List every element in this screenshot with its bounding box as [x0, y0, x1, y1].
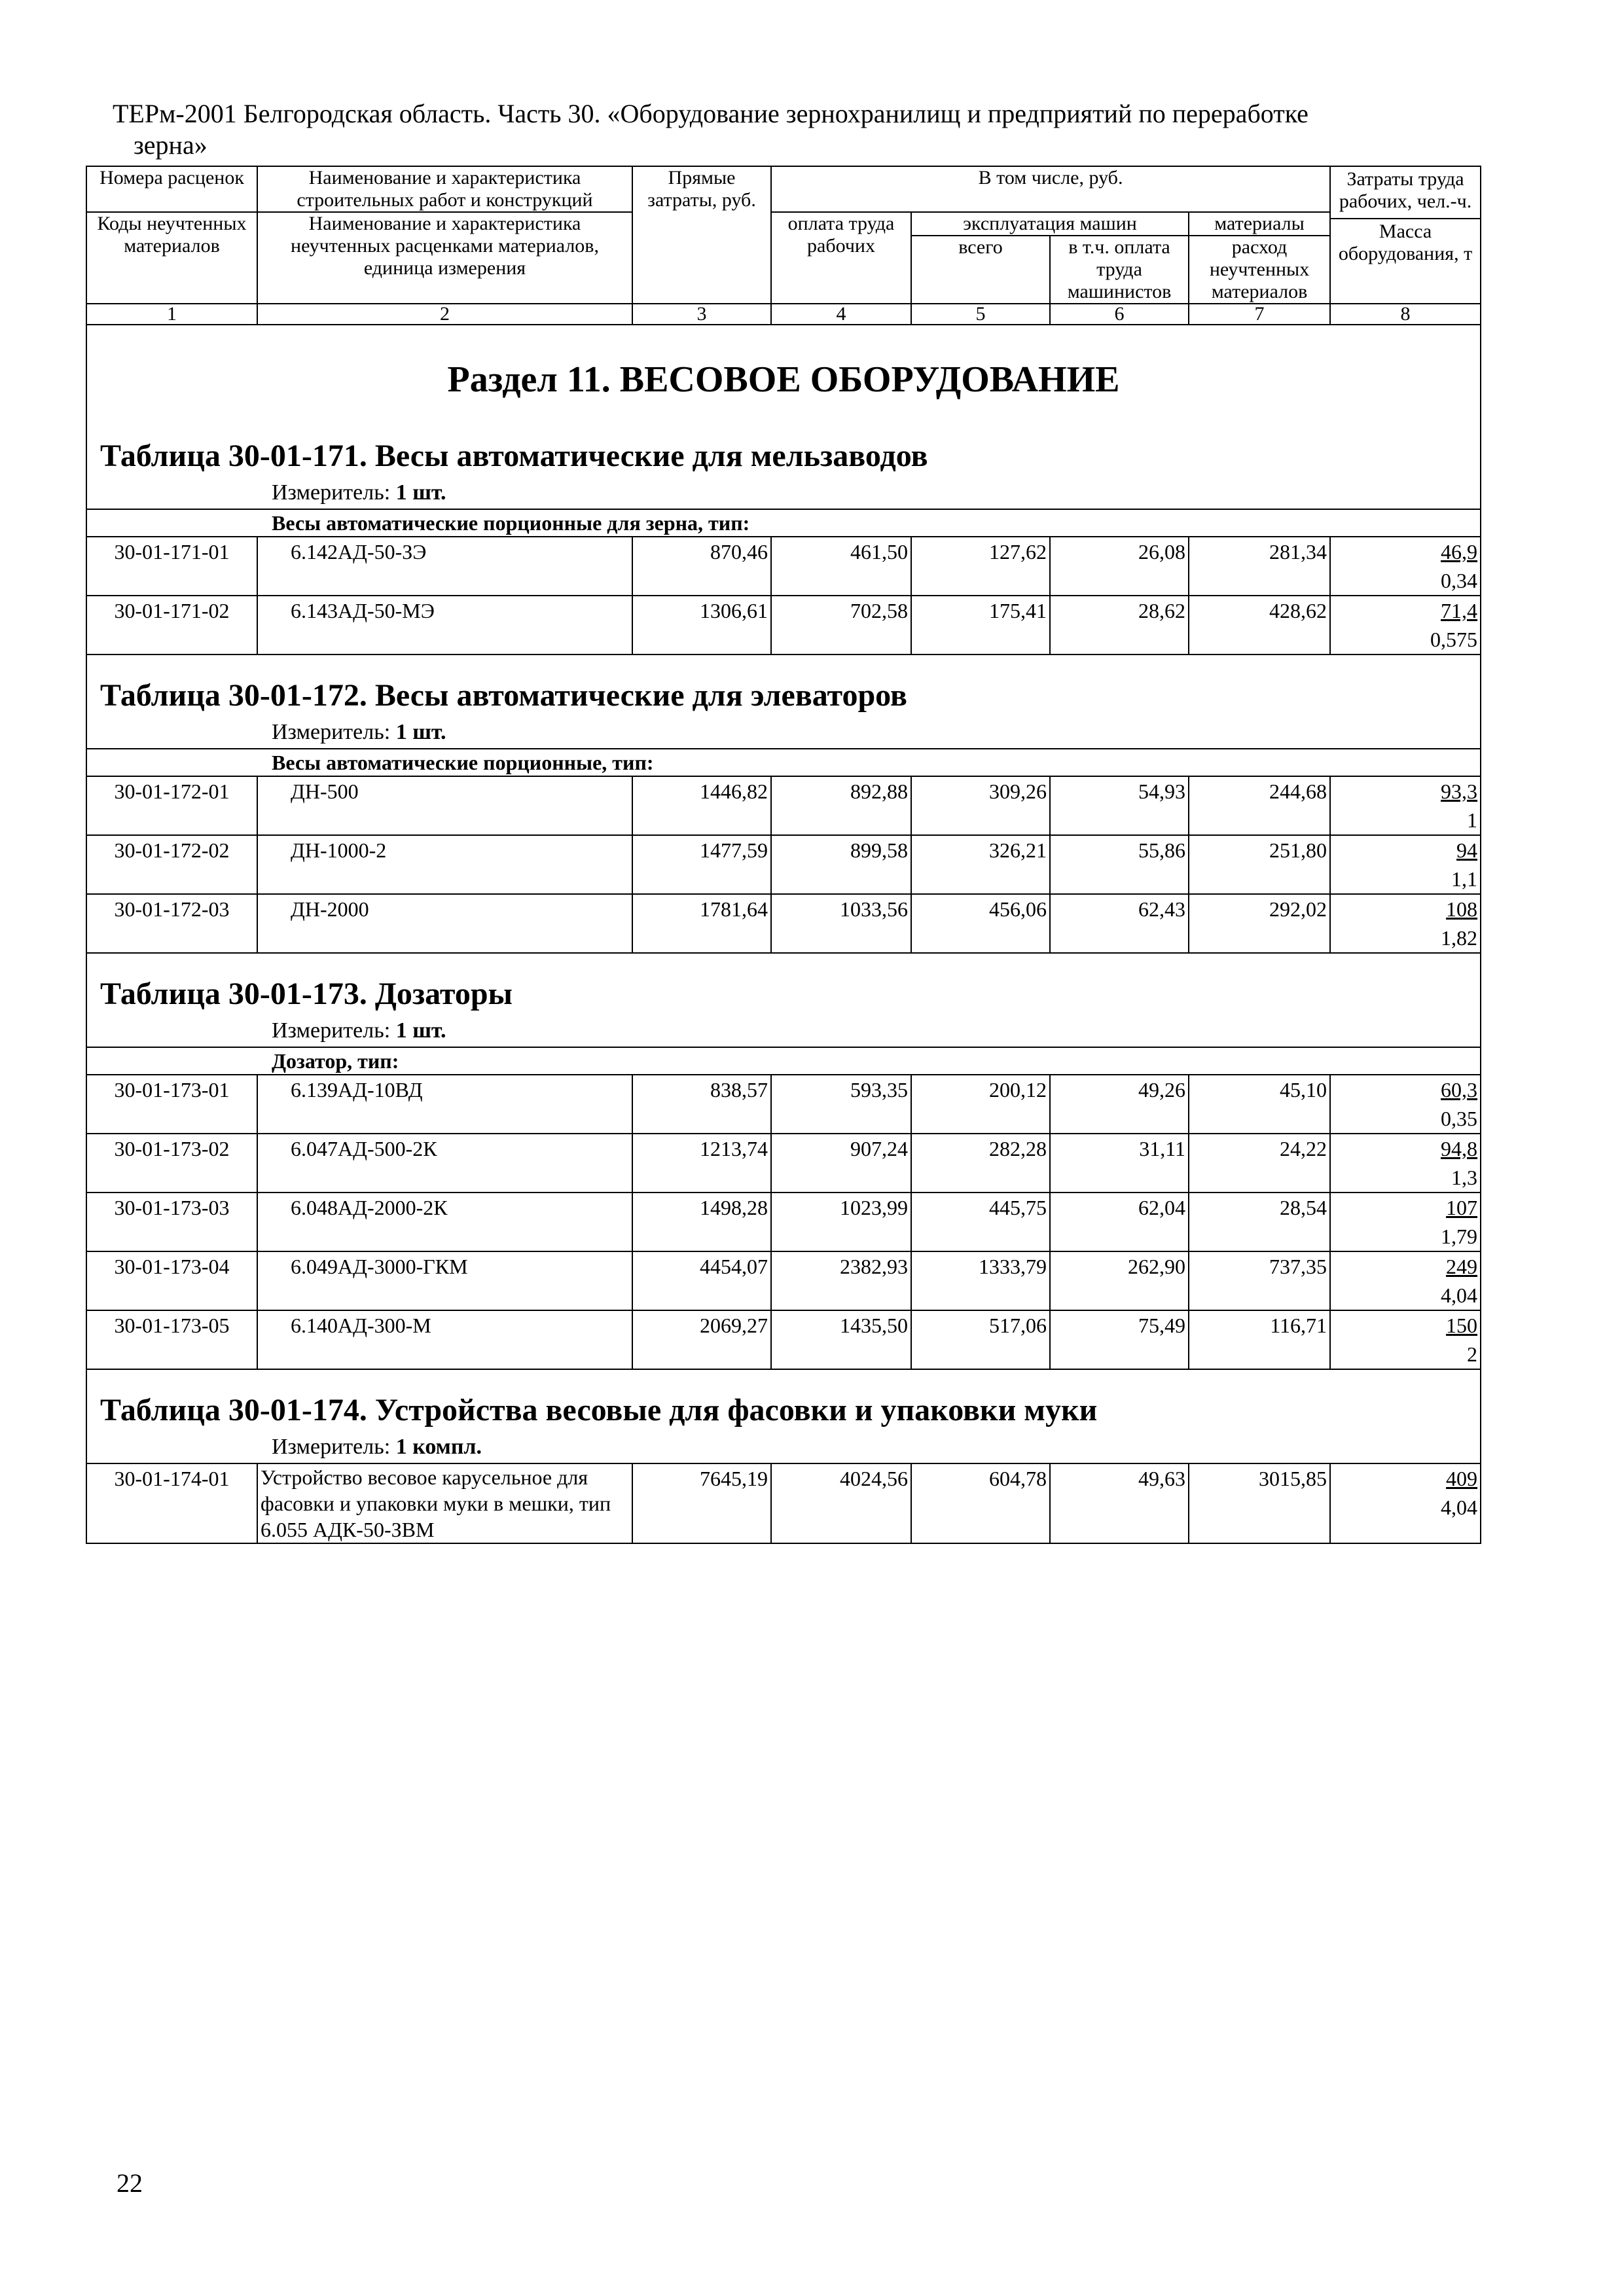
- machines-cost: 200,12: [911, 1075, 1050, 1134]
- direct-cost: 870,46: [632, 537, 771, 596]
- machines-cost: 456,06: [911, 894, 1050, 953]
- table-title: Таблица 30-01-173. Дозаторы: [100, 977, 513, 1011]
- materials-cost: 737,35: [1189, 1251, 1330, 1310]
- labor-hours: 93,3: [1441, 780, 1478, 803]
- section-title: Раздел 11. ВЕСОВОЕ ОБОРУДОВАНИЕ: [447, 359, 1120, 400]
- rate-code: 30-01-172-01: [86, 776, 257, 835]
- materials-cost: 244,68: [1189, 776, 1330, 835]
- machines-cost: 445,75: [911, 1193, 1050, 1251]
- rate-code: 30-01-171-01: [86, 537, 257, 596]
- col-number: 7: [1189, 304, 1330, 325]
- rate-code: 30-01-174-01: [86, 1463, 257, 1543]
- rate-name: 6.140АД-300-М: [257, 1310, 632, 1369]
- rate-name: 6.048АД-2000-2К: [257, 1193, 632, 1251]
- table-row: [86, 1134, 1481, 1193]
- materials-header: материалы: [1189, 212, 1330, 236]
- group-heading: Весы автоматические порционные для зерна, тип:: [86, 509, 1481, 537]
- machines-cost: 282,28: [911, 1134, 1050, 1193]
- labor-hours: 71,4: [1441, 599, 1478, 622]
- unit-value: 1 шт.: [395, 480, 446, 505]
- rate-code: 30-01-173-03: [86, 1193, 257, 1251]
- machines-cost: 326,21: [911, 835, 1050, 894]
- labor-cost: 1033,56: [771, 894, 911, 953]
- rate-name: ДН-2000: [257, 894, 632, 953]
- header-line-1: ТЕРм-2001 Белгородская область. Часть 30. «Оборудование зернохранилищ и предприятий по переработке: [113, 99, 1308, 128]
- col5-header: всего: [911, 236, 1050, 304]
- rate-code: 30-01-172-02: [86, 835, 257, 894]
- materials-cost: 3015,85: [1189, 1463, 1330, 1543]
- table-row: [86, 1251, 1481, 1310]
- col8-header-a: Затраты труда рабочих, чел.-ч.: [1339, 168, 1472, 212]
- col-number: 4: [771, 304, 911, 325]
- equipment-mass: 0,35: [1441, 1107, 1478, 1130]
- col-number: 1: [86, 304, 257, 325]
- table-row: [86, 1463, 1481, 1543]
- labor-hours: 94,8: [1441, 1137, 1478, 1160]
- labor-cost: 4024,56: [771, 1463, 911, 1543]
- operators-cost: 49,63: [1050, 1463, 1189, 1543]
- unit-label: Измеритель:: [272, 1435, 391, 1459]
- unit-label: Измеритель:: [272, 720, 391, 744]
- operators-cost: 75,49: [1050, 1310, 1189, 1369]
- table-header: [86, 166, 1481, 325]
- unit-line: [87, 1431, 1480, 1463]
- rate-name: 6.143АД-50-МЭ: [257, 596, 632, 655]
- operators-cost: 55,86: [1050, 835, 1189, 894]
- machines-cost: 1333,79: [911, 1251, 1050, 1310]
- equipment-mass: 1,82: [1441, 926, 1478, 950]
- direct-cost: 2069,27: [632, 1310, 771, 1369]
- rate-name: 6.047АД-500-2К: [257, 1134, 632, 1193]
- labor-cost: 593,35: [771, 1075, 911, 1134]
- labor-hours: 249: [1446, 1255, 1478, 1278]
- unit-value: 1 шт.: [395, 720, 446, 744]
- unit-value: 1 компл.: [395, 1435, 482, 1459]
- labor-mass-cell: [1330, 894, 1481, 953]
- labor-mass-cell: [1330, 1310, 1481, 1369]
- incl-header: В том числе, руб.: [771, 166, 1330, 212]
- machines-cost: 604,78: [911, 1463, 1050, 1543]
- rate-name: 6.139АД-10ВД: [257, 1075, 632, 1134]
- col-number: 5: [911, 304, 1050, 325]
- labor-cost: 2382,93: [771, 1251, 911, 1310]
- table-title: Таблица 30-01-171. Весы автоматические для мельзаводов: [100, 439, 928, 473]
- materials-cost: 45,10: [1189, 1075, 1330, 1134]
- labor-mass-cell: [1330, 1134, 1481, 1193]
- machines-cost: 309,26: [911, 776, 1050, 835]
- table-title: Таблица 30-01-172. Весы автоматические для элеваторов: [100, 678, 907, 713]
- materials-cost: 281,34: [1189, 537, 1330, 596]
- materials-cost: 292,02: [1189, 894, 1330, 953]
- machines-cost: 127,62: [911, 537, 1050, 596]
- direct-cost: 7645,19: [632, 1463, 771, 1543]
- rate-code: 30-01-173-01: [86, 1075, 257, 1134]
- materials-cost: 24,22: [1189, 1134, 1330, 1193]
- group-heading: Весы автоматические порционные, тип:: [86, 749, 1481, 776]
- labor-hours: 107: [1446, 1196, 1478, 1219]
- col-number: 8: [1330, 304, 1481, 325]
- materials-cost: 251,80: [1189, 835, 1330, 894]
- materials-cost: 28,54: [1189, 1193, 1330, 1251]
- operators-cost: 26,08: [1050, 537, 1189, 596]
- table-row: [86, 894, 1481, 953]
- labor-hours: 150: [1446, 1314, 1478, 1337]
- labor-hours: 108: [1446, 897, 1478, 921]
- direct-cost: 1781,64: [632, 894, 771, 953]
- machines-cost: 517,06: [911, 1310, 1050, 1369]
- labor-mass-cell: [1330, 776, 1481, 835]
- operators-cost: 62,43: [1050, 894, 1189, 953]
- document-header: [113, 98, 1487, 161]
- rate-code: 30-01-173-02: [86, 1134, 257, 1193]
- col-number: 2: [257, 304, 632, 325]
- equipment-mass: 1,79: [1441, 1225, 1478, 1248]
- operators-cost: 62,04: [1050, 1193, 1189, 1251]
- col2-header-b: Наименование и характеристика неучтенных расценками материалов, единица измерения: [257, 212, 632, 304]
- col8-header: [1330, 166, 1481, 304]
- col8-header-b: Масса оборудования, т: [1331, 218, 1480, 266]
- direct-cost: 4454,07: [632, 1251, 771, 1310]
- machines-cost: 175,41: [911, 596, 1050, 655]
- col4-header: оплата труда рабочих: [771, 212, 911, 304]
- table-row: [86, 537, 1481, 596]
- labor-cost: 702,58: [771, 596, 911, 655]
- group-heading: Дозатор, тип:: [86, 1047, 1481, 1075]
- equipment-mass: 0,575: [1430, 628, 1478, 651]
- machines-header: эксплуатация машин: [911, 212, 1189, 236]
- col-number: 3: [632, 304, 771, 325]
- rate-name: 6.142АД-50-ЗЭ: [257, 537, 632, 596]
- rate-name: ДН-500: [257, 776, 632, 835]
- unit-label: Измеритель:: [272, 480, 391, 505]
- direct-cost: 1306,61: [632, 596, 771, 655]
- col6-header: в т.ч. оплата труда машинистов: [1050, 236, 1189, 304]
- operators-cost: 49,26: [1050, 1075, 1189, 1134]
- labor-mass-cell: [1330, 1251, 1481, 1310]
- operators-cost: 54,93: [1050, 776, 1189, 835]
- rate-code: 30-01-172-03: [86, 894, 257, 953]
- materials-cost: 428,62: [1189, 596, 1330, 655]
- rate-name: ДН-1000-2: [257, 835, 632, 894]
- labor-cost: 907,24: [771, 1134, 911, 1193]
- table-row: [86, 776, 1481, 835]
- rates-table: [86, 166, 1481, 1544]
- rate-code: 30-01-171-02: [86, 596, 257, 655]
- labor-mass-cell: [1330, 1463, 1481, 1543]
- unit-value: 1 шт.: [395, 1018, 446, 1043]
- unit-line: [87, 477, 1480, 509]
- rate-code: 30-01-173-05: [86, 1310, 257, 1369]
- labor-cost: 461,50: [771, 537, 911, 596]
- header-line-2: зерна»: [134, 130, 208, 160]
- table-row: [86, 1310, 1481, 1369]
- unit-line: [87, 717, 1480, 748]
- labor-cost: 1023,99: [771, 1193, 911, 1251]
- labor-mass-cell: [1330, 1075, 1481, 1134]
- equipment-mass: 4,04: [1441, 1496, 1478, 1519]
- equipment-mass: 2: [1467, 1342, 1478, 1366]
- table-title: Таблица 30-01-174. Устройства весовые для фасовки и упаковки муки: [100, 1393, 1098, 1427]
- page-number: 22: [117, 2168, 143, 2198]
- labor-cost: 899,58: [771, 835, 911, 894]
- equipment-mass: 1,3: [1451, 1166, 1478, 1189]
- direct-cost: 1477,59: [632, 835, 771, 894]
- unit-label: Измеритель:: [272, 1018, 391, 1043]
- labor-hours: 94: [1456, 838, 1478, 862]
- table-row: [86, 596, 1481, 655]
- direct-cost: 1446,82: [632, 776, 771, 835]
- direct-cost: 1498,28: [632, 1193, 771, 1251]
- direct-cost: 838,57: [632, 1075, 771, 1134]
- labor-cost: 892,88: [771, 776, 911, 835]
- equipment-mass: 1: [1467, 808, 1478, 832]
- table-row: [86, 835, 1481, 894]
- labor-hours: 409: [1446, 1467, 1478, 1490]
- equipment-mass: 4,04: [1441, 1283, 1478, 1307]
- labor-hours: 46,9: [1441, 540, 1478, 564]
- col2-header-a: Наименование и характеристика строительных работ и конструкций: [257, 166, 632, 212]
- unit-line: [87, 1015, 1480, 1047]
- rate-name: Устройство весовое карусельное для фасовки и упаковки муки в мешки, тип 6.055 АДК-50-ЗВМ: [257, 1463, 632, 1543]
- labor-mass-cell: [1330, 1193, 1481, 1251]
- labor-hours: 60,3: [1441, 1078, 1478, 1102]
- rate-name: 6.049АД-3000-ГКМ: [257, 1251, 632, 1310]
- operators-cost: 262,90: [1050, 1251, 1189, 1310]
- equipment-mass: 1,1: [1451, 867, 1478, 891]
- table-row: [86, 1193, 1481, 1251]
- col1-header-b: Коды неучтенных материалов: [86, 212, 257, 304]
- rate-code: 30-01-173-04: [86, 1251, 257, 1310]
- col7-header: расход неучтенных материалов: [1189, 236, 1330, 304]
- materials-cost: 116,71: [1189, 1310, 1330, 1369]
- col-number: 6: [1050, 304, 1189, 325]
- direct-cost: 1213,74: [632, 1134, 771, 1193]
- col3-header: Прямые затраты, руб.: [632, 166, 771, 304]
- equipment-mass: 0,34: [1441, 569, 1478, 592]
- labor-mass-cell: [1330, 537, 1481, 596]
- table-row: [86, 1075, 1481, 1134]
- labor-mass-cell: [1330, 596, 1481, 655]
- labor-mass-cell: [1330, 835, 1481, 894]
- col1-header-a: Номера расценок: [86, 166, 257, 212]
- labor-cost: 1435,50: [771, 1310, 911, 1369]
- operators-cost: 28,62: [1050, 596, 1189, 655]
- operators-cost: 31,11: [1050, 1134, 1189, 1193]
